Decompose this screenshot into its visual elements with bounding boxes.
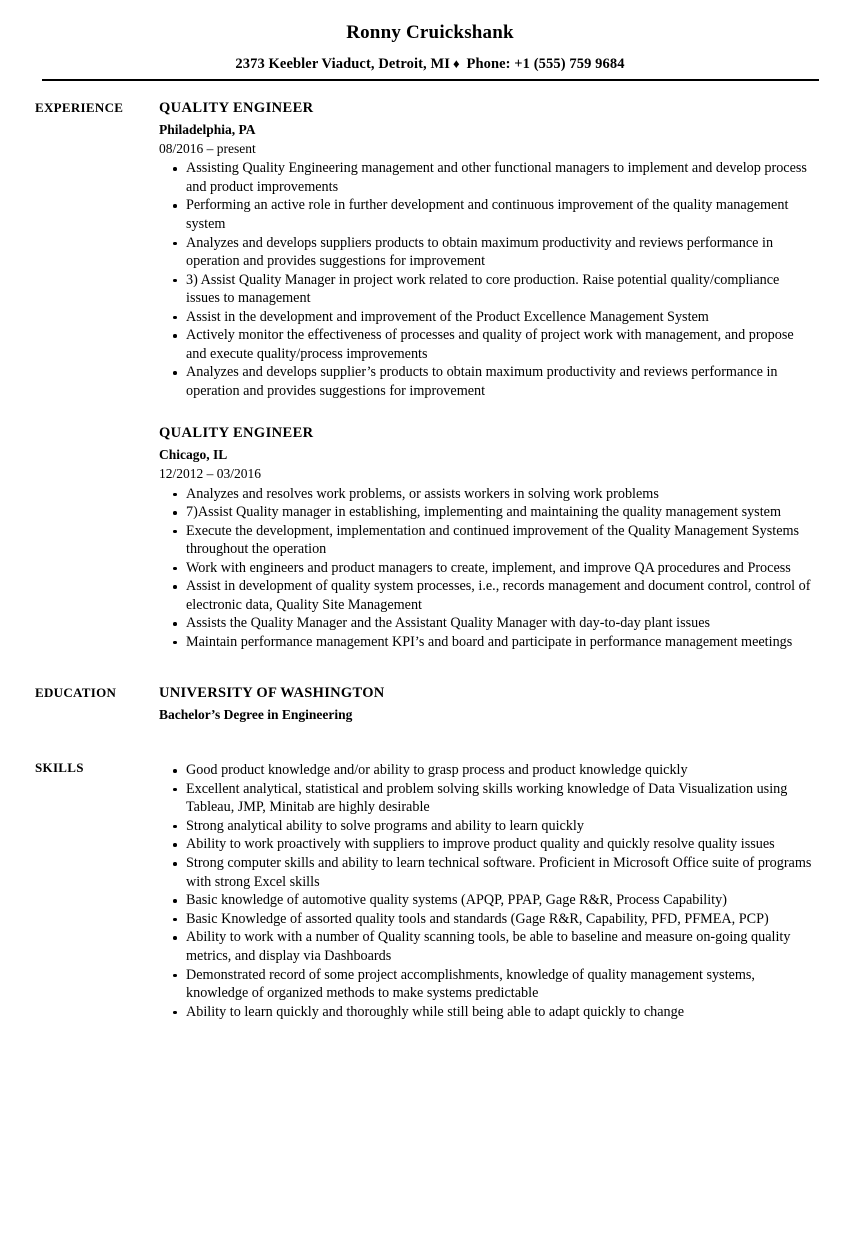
list-item: Good product knowledge and/or ability to grasp process and product knowledge quickly bbox=[159, 761, 812, 780]
job-dates: 08/2016 – present bbox=[159, 140, 256, 156]
resume-header bbox=[0, 0, 860, 81]
list-item: Assisting Quality Engineering management and other functional managers to implement and develop process and product improvements bbox=[159, 159, 812, 196]
list-item: Assists the Quality Manager and the Assistant Quality Manager with day-to-day plant issues bbox=[159, 614, 812, 633]
job-dates: 12/2012 – 03/2016 bbox=[159, 465, 262, 481]
candidate-contact-line bbox=[0, 56, 860, 73]
list-item: Ability to work with a number of Quality scanning tools, be able to baseline and measure on-going quality metrics, and display via Dashboards bbox=[159, 928, 812, 965]
list-item: Excellent analytical, statistical and problem solving skills working knowledge of Data Visualization using Tableau, JMP, Minitab are highly desirable bbox=[159, 780, 812, 817]
education-entry bbox=[159, 684, 812, 724]
education-section bbox=[0, 684, 860, 724]
list-item: Ability to work proactively with suppliers to improve product quality and quickly resolve quality issues bbox=[159, 835, 812, 854]
list-item: Strong computer skills and ability to learn technical software. Proficient in Microsoft Office suite of programs with strong Excel skills bbox=[159, 854, 812, 891]
job-responsibility-list bbox=[159, 485, 812, 652]
experience-job bbox=[159, 99, 812, 400]
job-title: QUALITY ENGINEER bbox=[159, 425, 314, 442]
list-item: Basic knowledge of automotive quality systems (APQP, PPAP, Gage R&R, Process Capability) bbox=[159, 891, 812, 910]
candidate-address: 2373 Keebler Viaduct, Detroit, MI bbox=[235, 55, 451, 72]
skills-list bbox=[159, 761, 812, 1021]
job-responsibility-list bbox=[159, 159, 812, 400]
header-divider bbox=[42, 79, 819, 81]
list-item: Analyzes and develops supplier’s products to obtain maximum productivity and reviews performance in operation and provides suggestions for improvement bbox=[159, 363, 812, 400]
list-item: 3) Assist Quality Manager in project work related to core production. Raise potential quality/compliance issues to management bbox=[159, 271, 812, 308]
list-item: Execute the development, implementation and continued improvement of the Quality Management Systems throughout the operation bbox=[159, 522, 812, 559]
job-location: Chicago, IL bbox=[159, 447, 228, 463]
skills-section bbox=[0, 759, 860, 1021]
candidate-name: Ronny Cruickshank bbox=[346, 22, 514, 43]
experience-body bbox=[159, 99, 812, 651]
candidate-phone: Phone: +1 (555) 759 9684 bbox=[466, 55, 625, 72]
list-item: Work with engineers and product managers to create, implement, and improve QA procedures and Process bbox=[159, 559, 812, 578]
list-item: Analyzes and resolves work problems, or assists workers in solving work problems bbox=[159, 485, 812, 504]
education-body bbox=[159, 684, 812, 724]
list-item: Maintain performance management KPI’s and board and participate in performance management meetings bbox=[159, 633, 812, 652]
education-school: UNIVERSITY OF WASHINGTON bbox=[159, 685, 385, 702]
list-item: 7)Assist Quality manager in establishing, implementing and maintaining the quality management system bbox=[159, 503, 812, 522]
experience-job bbox=[159, 424, 812, 651]
list-item: Assist in development of quality system processes, i.e., records management and document control, control of electronic data, Quality Site Management bbox=[159, 577, 812, 614]
experience-section bbox=[0, 99, 860, 651]
list-item: Basic Knowledge of assorted quality tools and standards (Gage R&R, Capability, PFD, PFMEA, PCP) bbox=[159, 910, 812, 929]
job-title: QUALITY ENGINEER bbox=[159, 100, 314, 117]
list-item: Ability to learn quickly and thoroughly while still being able to adapt quickly to change bbox=[159, 1003, 812, 1022]
section-label-experience: EXPERIENCE bbox=[35, 100, 124, 116]
job-location: Philadelphia, PA bbox=[159, 122, 256, 138]
section-label-skills: SKILLS bbox=[35, 759, 84, 775]
list-item: Performing an active role in further development and continuous improvement of the quality management system bbox=[159, 196, 812, 233]
list-item: Strong analytical ability to solve programs and ability to learn quickly bbox=[159, 817, 812, 836]
education-degree: Bachelor’s Degree in Engineering bbox=[159, 707, 353, 723]
list-item: Analyzes and develops suppliers products to obtain maximum productivity and reviews performance in operation and provides suggestions for improvement bbox=[159, 234, 812, 271]
list-item: Assist in the development and improvement of the Product Excellence Management System bbox=[159, 308, 812, 327]
diamond-separator-icon: ♦ bbox=[453, 55, 460, 71]
skills-body bbox=[159, 759, 812, 1021]
section-label-education: EDUCATION bbox=[35, 685, 117, 701]
list-item: Actively monitor the effectiveness of processes and quality of project work with management, and propose and execute quality/process improvements bbox=[159, 326, 812, 363]
list-item: Demonstrated record of some project accomplishments, knowledge of quality management systems, knowledge of organized methods to make systems predictable bbox=[159, 966, 812, 1003]
